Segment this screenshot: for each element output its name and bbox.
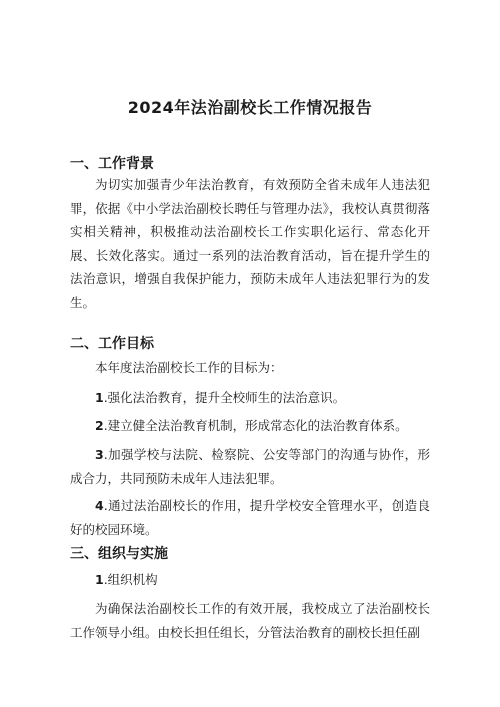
subsection-heading	[70, 568, 430, 592]
goal-item	[70, 494, 430, 541]
goal-item	[70, 443, 430, 490]
goal-item-text: .强化法治教育，提升全校师生的法治意识。	[103, 390, 346, 405]
goals-intro: 本年度法治副校长工作的目标为：	[95, 360, 283, 375]
section-paragraph-background: 为切实加强青少年法治教育，有效预防全省未成年人违法犯罪，依据《中小学法治副校长聘任与管理办法》，我校认真贯彻落实相关精神，积极推动法治副校长工作实职化运行、常态化开展、长效化落实。通过一系列的法治教育活动，旨在提升学生的法治意识，增强自我保护能力，预防未成年人违法犯罪行为的发生。	[70, 177, 430, 310]
goal-item-number: 2	[95, 418, 104, 433]
goal-item-text: .建立健全法治教育机制，形成常态化的法治教育体系。	[103, 418, 408, 433]
section-paragraph-organization: 为确保法治副校长工作的有效开展，我校成立了法治副校长工作领导小组。由校长担任组长，分管法治教育的副校长担任副	[70, 601, 430, 640]
section-heading-organization: 三、组织与实施	[70, 546, 168, 562]
subsection-text: .组织机构	[103, 572, 158, 587]
page-title: 2024年法治副校长工作情况报告	[127, 98, 373, 117]
goal-item	[70, 414, 430, 438]
goal-item-number: 1	[95, 390, 104, 405]
goal-item	[70, 386, 430, 410]
goal-item-text: .通过法治副校长的作用，提升学校安全管理水平，创造良好的校园环境。	[70, 498, 430, 537]
goal-item-text: .加强学校与法院、检察院、公安等部门的沟通与协作，形成合力，共同预防未成年人违法犯罪。	[70, 447, 430, 486]
section-heading-goals: 二、工作目标	[70, 336, 154, 352]
goal-item-number: 3	[95, 447, 104, 462]
section-heading-background: 一、工作背景	[70, 156, 154, 172]
goal-item-number: 4	[95, 498, 104, 513]
subsection-number: 1	[95, 572, 104, 587]
